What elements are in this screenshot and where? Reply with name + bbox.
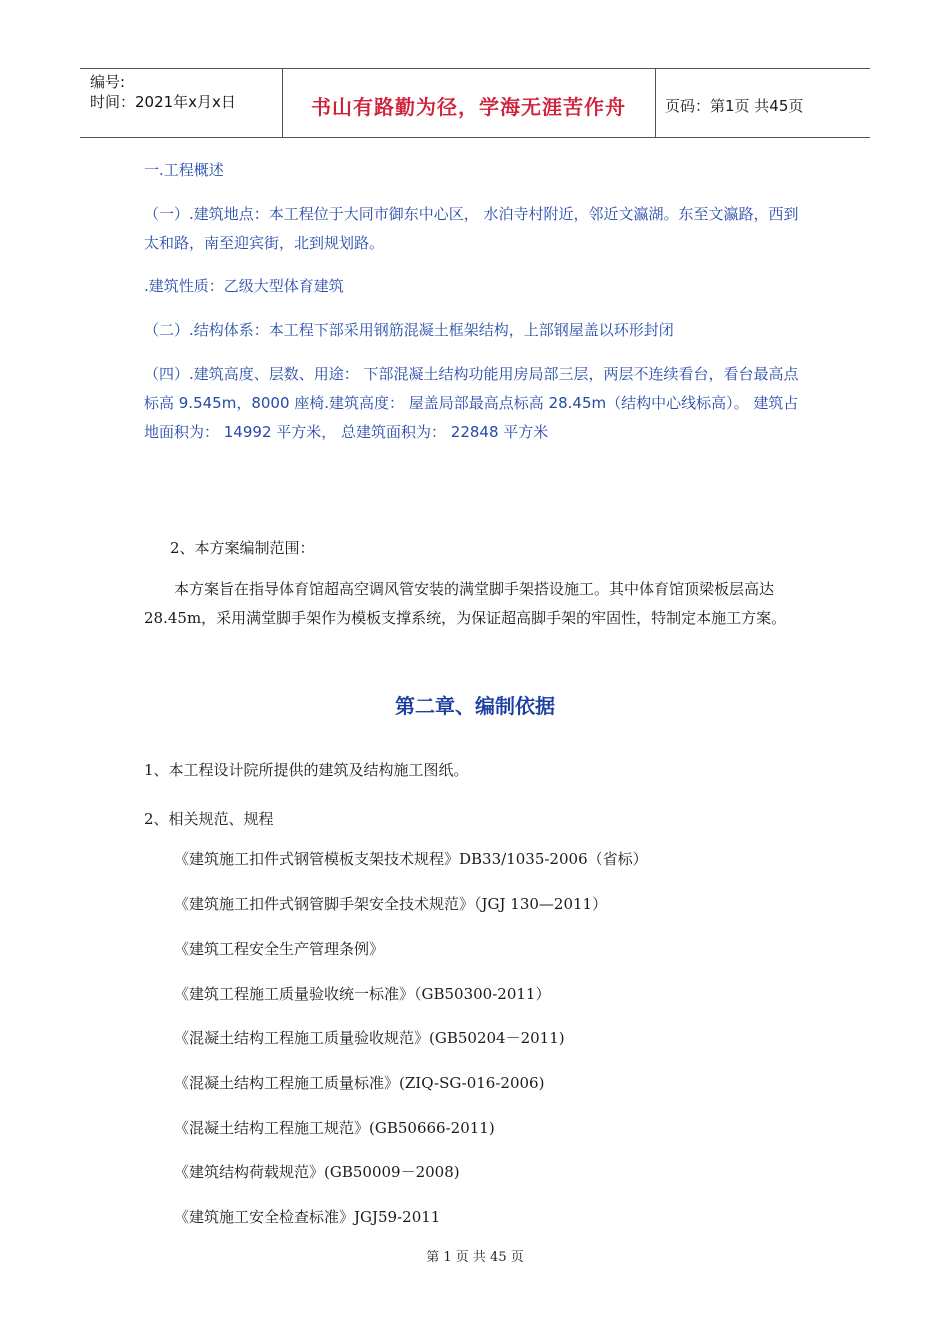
header-motto-cell — [282, 69, 656, 137]
chapter-title: 第二章、编制依据 — [395, 694, 555, 718]
page-info: 页码：第1页 共45页 — [665, 97, 804, 115]
scope-title: 2、本方案编制范围： — [170, 539, 315, 557]
basis-item-2: 2、相关规范、规程 — [144, 810, 274, 828]
reference-item: 《建筑工程安全生产管理条例》 — [174, 940, 385, 958]
motto: 书山有路勤为径，学海无涯苦作舟 — [311, 95, 626, 119]
header-left-cell — [80, 69, 283, 137]
reference-item: 《混凝土结构工程施工质量标准》(ZIQ-SG-016-2006) — [174, 1074, 545, 1092]
structure-paragraph: （二）.结构体系：本工程下部采用钢筋混凝土框架结构，上部钢屋盖以环形封闭 — [144, 321, 674, 339]
basis-item-1: 1、本工程设计院所提供的建筑及结构施工图纸。 — [144, 761, 469, 779]
reference-item: 《建筑施工安全检查标准》JGJ59-2011 — [174, 1208, 441, 1226]
scope-body: 本方案旨在指导体育馆超高空调风管安装的满堂脚手架搭设施工。其中体育馆顶梁板层高达28.45m，采用满堂脚手架作为模板支撑系统，为保证超高脚手架的牢固性，特制定本施工方案。 — [144, 580, 787, 627]
page-footer: 第 1 页 共 45 页 — [426, 1250, 524, 1265]
page-header — [80, 68, 870, 138]
reference-item: 《建筑工程施工质量验收统一标准》（GB50300-2011） — [174, 985, 551, 1003]
overview-title: 一.工程概述 — [144, 161, 224, 179]
location-paragraph: （一）.建筑地点：本工程位于大同市御东中心区， 水泊寺村附近，邻近文瀛湖。东至文瀛路，西到太和路，南至迎宾街，北到规划路。 — [144, 205, 799, 252]
reference-item: 《建筑施工扣件式钢管脚手架安全技术规范》（JGJ 130—2011） — [174, 895, 608, 913]
reference-item: 《建筑施工扣件式钢管模板支架技术规程》DB33/1035-2006（省标） — [174, 850, 648, 868]
time-label: 时间：2021年x月x日 — [90, 93, 236, 111]
height-paragraph: （四）.建筑高度、层数、用途： 下部混凝土结构功能用房局部三层，两层不连续看台，看台最高点标高 9.545m，8000 座椅.建筑高度： 屋盖局部最高点标高 28.45m（结构中心线标高）。 建筑占地面积为： 14992 平方米， 总建筑面积为： 22848 平方米 — [144, 365, 799, 441]
serial-label: 编号: — [90, 73, 126, 91]
header-right-cell — [655, 69, 870, 137]
reference-item: 《建筑结构荷载规范》(GB50009－2008) — [174, 1163, 460, 1181]
reference-item: 《混凝土结构工程施工质量验收规范》(GB50204－2011) — [174, 1029, 565, 1047]
reference-item: 《混凝土结构工程施工规范》(GB50666-2011) — [174, 1119, 495, 1137]
nature-paragraph: .建筑性质：乙级大型体育建筑 — [144, 277, 344, 295]
